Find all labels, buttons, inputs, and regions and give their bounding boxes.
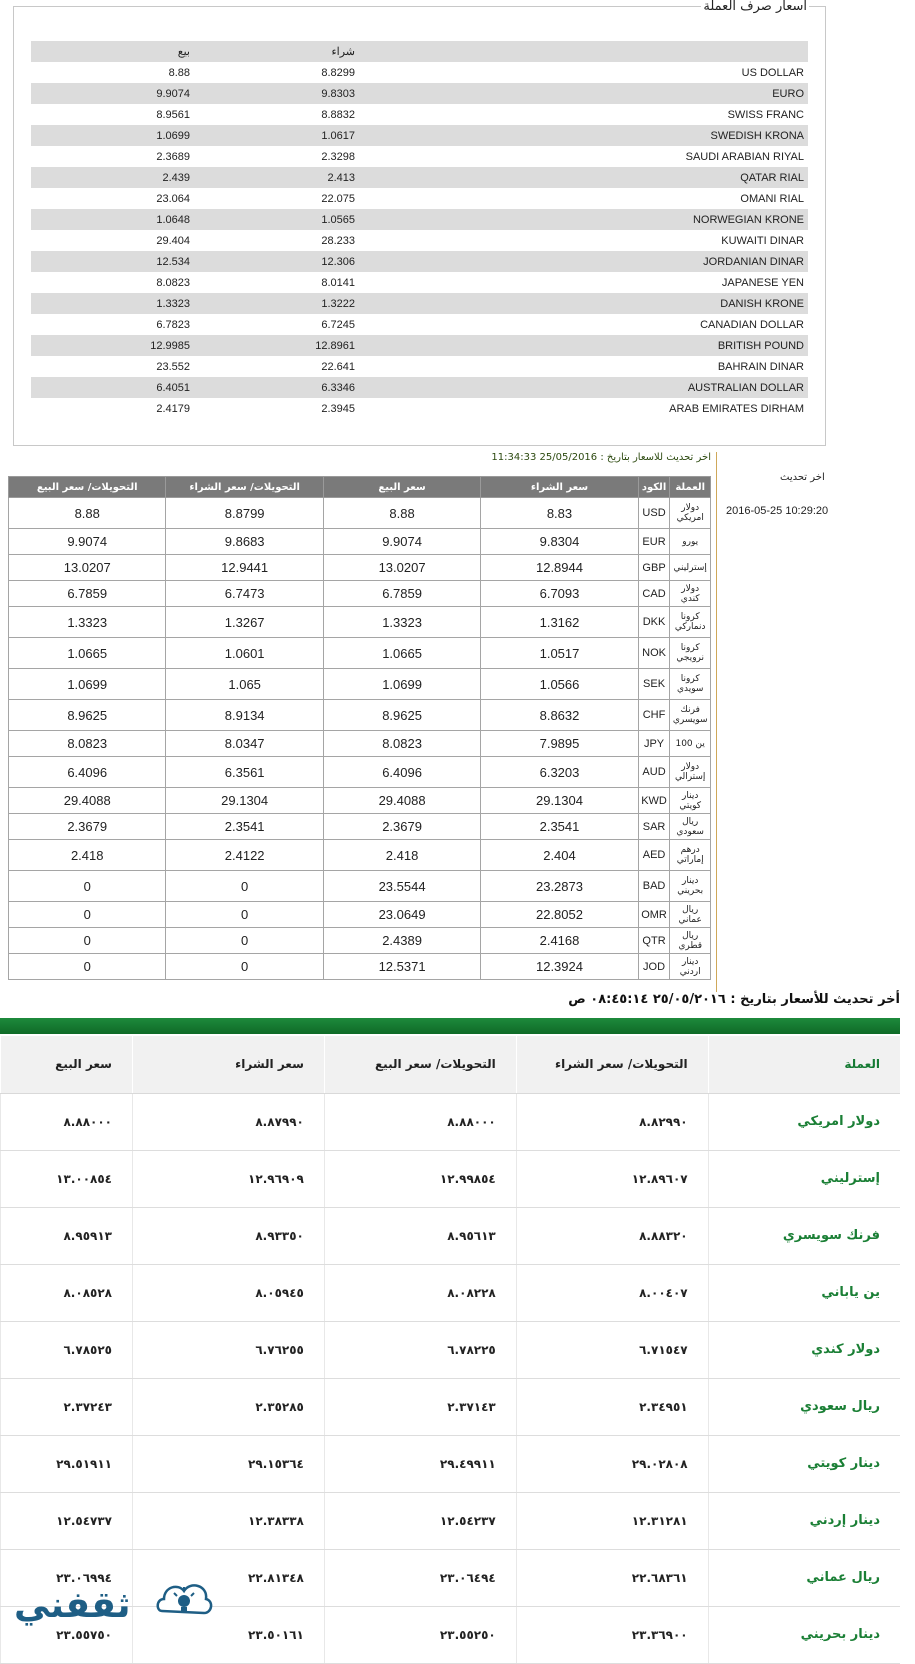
update-note-arabic: أخر تحديث للأسعار بتاريخ : ٢٥/٠٥/٢٠١٦ ٠٨:٤٥:١٤ ص [568,992,900,1007]
last-update-label: اخر تحديث [780,472,825,483]
currency-code: JOD [638,954,670,980]
sell-cell: 12.5371 [323,954,480,980]
transfer-sell-cell: 2.418 [9,840,166,871]
table-row [31,251,808,272]
table-row [31,272,808,293]
currency-name: ريال قطري [670,928,711,954]
table-row [9,498,711,529]
currency-code: EUR [638,529,670,555]
transfer-buy-cell: 8.8799 [166,498,323,529]
header-transfer-buy: التحويلات/ سعر الشراء [516,1036,708,1093]
currency-name: ريال سعودي [670,814,711,840]
buy-cell: 22.075 [194,188,359,209]
table-row [31,209,808,230]
table-row [9,871,711,902]
header-transfer-sell: التحويلات/ سعر البيع [324,1036,516,1093]
table-row [9,529,711,555]
buy-cell: 2.3945 [194,398,359,419]
sell-cell: ١٢.٥٤٧٣٧ [1,1492,133,1549]
table-row [9,928,711,954]
table-row [9,902,711,928]
currency-name: دينار إردني [708,1492,900,1549]
transfer-sell-cell: 29.4088 [9,788,166,814]
transfer-buy-cell: ٨.٨٨٣٢٠ [516,1207,708,1264]
currency-name: كرونا دنماركي [670,607,711,638]
transfer-buy-cell: 6.3561 [166,757,323,788]
buy-cell: 2.3541 [481,814,638,840]
table-row [31,167,808,188]
currency-code: KWD [638,788,670,814]
buy-cell: 8.8632 [481,700,638,731]
transfer-buy-cell: 1.0601 [166,638,323,669]
sell-cell: 12.534 [31,251,194,272]
buy-cell: 9.8304 [481,529,638,555]
sell-cell: 29.4088 [323,788,480,814]
logo-text: ثقفني [14,1585,131,1626]
transfer-sell-cell: 6.7859 [9,581,166,607]
buy-cell: ١٢.٣٨٣٣٨ [133,1492,325,1549]
currency-code: DKK [638,607,670,638]
transfer-sell-cell: 6.4096 [9,757,166,788]
currency-code: JPY [638,731,670,757]
header-transfer-buy: التحويلات/ سعر الشراء [166,477,323,498]
currency-code: AED [638,840,670,871]
sell-cell: 29.404 [31,230,194,251]
table-row [31,377,808,398]
buy-cell: 2.4168 [481,928,638,954]
currency-code: SAR [638,814,670,840]
transfer-sell-cell: ٢٣.٠٦٤٩٤ [324,1549,516,1606]
transfer-sell-cell: 1.3323 [9,607,166,638]
transfer-sell-cell: 0 [9,954,166,980]
currency-name: دينار كويتي [708,1435,900,1492]
table-row [31,125,808,146]
currency-name: ريال عماني [708,1549,900,1606]
table-row [1,1378,901,1435]
table-row [9,954,711,980]
buy-cell: ٨.٠٥٩٤٥ [133,1264,325,1321]
divider [716,452,717,992]
table-row [1,1264,901,1321]
currency-code: CHF [638,700,670,731]
currency-name: إسترليني [670,555,711,581]
currency-name: درهم إماراتي [670,840,711,871]
table-row [1,1150,901,1207]
buy-cell: 1.3162 [481,607,638,638]
rates-table-arabic [0,1036,900,1664]
buy-cell: 23.2873 [481,871,638,902]
transfer-buy-cell: 6.7473 [166,581,323,607]
transfer-buy-cell: ١٢.٣١٢٨١ [516,1492,708,1549]
sell-cell: 1.0699 [323,669,480,700]
table-row [9,669,711,700]
currency-code: NOK [638,638,670,669]
transfer-buy-cell: ٢.٣٤٩٥١ [516,1378,708,1435]
transfer-buy-cell: 0 [166,902,323,928]
currency-name: كرونا نرويجي [670,638,711,669]
transfer-sell-cell: ٨.٨٨٠٠٠ [324,1093,516,1150]
currency-code: QTR [638,928,670,954]
buy-cell: 1.0566 [481,669,638,700]
transfer-sell-cell: ١٢.٥٤٢٣٧ [324,1492,516,1549]
buy-cell: 8.83 [481,498,638,529]
rates-table-english [31,41,808,419]
currency-name: ريال سعودي [708,1378,900,1435]
bank-rates-panel [0,994,900,1655]
table-row [9,840,711,871]
currency-name: يورو [670,529,711,555]
sell-cell: 6.7823 [31,314,194,335]
buy-cell: ٢٩.١٥٣٦٤ [133,1435,325,1492]
sell-cell: 23.0649 [323,902,480,928]
currency-name: فرنك سويسري [670,700,711,731]
currency-name: SWEDISH KRONA [359,125,808,146]
table-row [9,555,711,581]
sell-cell: 1.3323 [323,607,480,638]
table-header-row [31,41,808,62]
table-row [9,814,711,840]
currency-name: ARAB EMIRATES DIRHAM [359,398,808,419]
transfer-sell-cell: 13.0207 [9,555,166,581]
header-currency: العملة [708,1036,900,1093]
sell-cell: 23.552 [31,356,194,377]
sell-cell: 2.439 [31,167,194,188]
table-row [31,104,808,125]
header-buy: سعر الشراء [133,1036,325,1093]
currency-name: دولار امريكي [670,498,711,529]
buy-cell: 1.0517 [481,638,638,669]
buy-cell: 12.8944 [481,555,638,581]
buy-cell: 8.8832 [194,104,359,125]
transfer-sell-cell: 2.3679 [9,814,166,840]
sell-cell: ٢٣.٠٦٩٩٤ [1,1549,133,1606]
currency-name: ين ياباني [708,1264,900,1321]
transfer-sell-cell: ٢٣.٥٥٢٥٠ [324,1606,516,1663]
buy-cell: 7.9895 [481,731,638,757]
sell-cell: 13.0207 [323,555,480,581]
currency-name: دولار امريكي [708,1093,900,1150]
transfer-buy-cell: ٢٣.٣٦٩٠٠ [516,1606,708,1663]
transfer-sell-cell: 8.0823 [9,731,166,757]
buy-cell: 2.3298 [194,146,359,167]
transfer-buy-cell: 9.8683 [166,529,323,555]
sell-cell: 1.0648 [31,209,194,230]
buy-cell: ٢.٣٥٢٨٥ [133,1378,325,1435]
sell-cell: 9.9074 [323,529,480,555]
table-row [31,62,808,83]
currency-name: QATAR RIAL [359,167,808,188]
buy-cell: 22.641 [194,356,359,377]
buy-cell: ١٢.٩٦٩٠٩ [133,1150,325,1207]
currency-name: BRITISH POUND [359,335,808,356]
buy-cell: 12.306 [194,251,359,272]
sell-cell: 8.9625 [323,700,480,731]
transfer-sell-cell: 0 [9,928,166,954]
buy-cell: ٢٣.٥٠١٦١ [133,1606,325,1663]
table-row [9,788,711,814]
transfer-sell-cell: 1.0699 [9,669,166,700]
transfer-sell-cell: 9.9074 [9,529,166,555]
buy-cell: 8.0141 [194,272,359,293]
buy-cell: 6.3346 [194,377,359,398]
table-row [31,314,808,335]
lightbulb-icon [154,1577,214,1633]
header-transfer-sell: التحويلات/ سعر البيع [9,477,166,498]
buy-cell: ٢٢.٨١٣٤٨ [133,1549,325,1606]
currency-name: دينار بحريني [708,1606,900,1663]
currency-name: دولار كندي [708,1321,900,1378]
sell-cell: 2.4179 [31,398,194,419]
currency-code: AUD [638,757,670,788]
transfer-buy-cell: ٢٩.٠٢٨٠٨ [516,1435,708,1492]
currency-code: GBP [638,555,670,581]
buy-cell: 28.233 [194,230,359,251]
currency-name: فرنك سويسري [708,1207,900,1264]
transfer-buy-cell: 29.1304 [166,788,323,814]
transfer-buy-cell: ٢٢.٦٨٣٦١ [516,1549,708,1606]
buy-cell: 1.0565 [194,209,359,230]
sell-cell: ٨.٨٨٠٠٠ [1,1093,133,1150]
table-row [9,700,711,731]
table-row [1,1492,901,1549]
table-row [31,398,808,419]
header-code: الكود [638,477,670,498]
transfer-buy-cell: 0 [166,871,323,902]
table-row [1,1093,901,1150]
sell-cell: 8.88 [323,498,480,529]
currency-name: ريال عماني [670,902,711,928]
buy-cell: 2.404 [481,840,638,871]
transfer-buy-cell: 0 [166,954,323,980]
currency-name: SWISS FRANC [359,104,808,125]
sell-cell: 8.9561 [31,104,194,125]
header-currency [359,41,808,62]
sell-cell: 2.418 [323,840,480,871]
table-row [9,757,711,788]
transfer-sell-cell: ٢.٣٧١٤٣ [324,1378,516,1435]
sell-cell: ٢٣.٥٥٧٥٠ [1,1606,133,1663]
currency-name: NORWEGIAN KRONE [359,209,808,230]
currency-name: AUSTRALIAN DOLLAR [359,377,808,398]
green-header-bar [0,1018,900,1034]
table-row [9,731,711,757]
transfer-buy-cell: ٦.٧١٥٤٧ [516,1321,708,1378]
sell-cell: 6.4096 [323,757,480,788]
sell-cell: 8.88 [31,62,194,83]
table-row [31,230,808,251]
currency-name: دينار اردني [670,954,711,980]
header-sell: سعر البيع [323,477,480,498]
currency-name: BAHRAIN DINAR [359,356,808,377]
header-buy: شراء [194,41,359,62]
header-sell: سعر البيع [1,1036,133,1093]
sell-cell: ٨.٩٥٩١٣ [1,1207,133,1264]
table-row [31,356,808,377]
currency-name: JAPANESE YEN [359,272,808,293]
sell-cell: ١٣.٠٠٨٥٤ [1,1150,133,1207]
table-row [1,1321,901,1378]
sell-cell: 9.9074 [31,83,194,104]
transfer-buy-cell: 12.9441 [166,555,323,581]
table-row [31,188,808,209]
buy-cell: 12.3924 [481,954,638,980]
table-row [9,607,711,638]
buy-cell: 8.8299 [194,62,359,83]
currency-name: إسترليني [708,1150,900,1207]
transfer-sell-cell: 0 [9,902,166,928]
transfer-buy-cell: 0 [166,928,323,954]
transfer-sell-cell: ٨.٩٥٦١٣ [324,1207,516,1264]
sell-cell: 2.3679 [323,814,480,840]
buy-cell: 9.8303 [194,83,359,104]
transfer-buy-cell: ٨.٨٢٩٩٠ [516,1093,708,1150]
transfer-sell-cell: ٢٩.٤٩٩١١ [324,1435,516,1492]
transfer-buy-cell: ٨.٠٠٤٠٧ [516,1264,708,1321]
table-row [31,83,808,104]
rates-table-codes [8,476,711,980]
buy-cell: ٨.٨٧٩٩٠ [133,1093,325,1150]
buy-cell: 1.3222 [194,293,359,314]
transfer-buy-cell: 1.065 [166,669,323,700]
currency-name: كرونا سويدي [670,669,711,700]
transfer-sell-cell: 8.88 [9,498,166,529]
sell-cell: 8.0823 [31,272,194,293]
sell-cell: 1.0699 [31,125,194,146]
transfer-buy-cell: 2.3541 [166,814,323,840]
site-logo[interactable] [14,1577,214,1647]
table-row [31,335,808,356]
sell-cell: 23.064 [31,188,194,209]
buy-cell: ٦.٧٦٢٥٥ [133,1321,325,1378]
buy-cell: 1.0617 [194,125,359,146]
table-row [1,1207,901,1264]
table-row [1,1435,901,1492]
table-row [31,293,808,314]
buy-cell: 6.7093 [481,581,638,607]
buy-cell: 29.1304 [481,788,638,814]
update-note: اخر تحديث للاسعار بتاريخ : 25/05/2016 11:34:33 [491,452,711,463]
last-update-value: 2016-05-25 10:29:20 [726,505,829,517]
transfer-sell-cell: 8.9625 [9,700,166,731]
header-currency: العملة [670,477,711,498]
sell-cell: 12.9985 [31,335,194,356]
currency-name: دينار كويتي [670,788,711,814]
transfer-buy-cell: 2.4122 [166,840,323,871]
transfer-sell-cell: ٦.٧٨٢٢٥ [324,1321,516,1378]
table-row [31,146,808,167]
currency-name: OMANI RIAL [359,188,808,209]
sell-cell: 6.7859 [323,581,480,607]
buy-cell: 12.8961 [194,335,359,356]
sell-cell: 2.4389 [323,928,480,954]
transfer-sell-cell: ٨.٠٨٢٢٨ [324,1264,516,1321]
sell-cell: 2.3689 [31,146,194,167]
transfer-buy-cell: ١٢.٨٩٦٠٧ [516,1150,708,1207]
transfer-sell-cell: 1.0665 [9,638,166,669]
currency-name: ين 100 [670,731,711,757]
currency-code: CAD [638,581,670,607]
table-header-row [9,477,711,498]
transfer-buy-cell: 8.0347 [166,731,323,757]
panel-title: اسعار صرف العملة [703,0,807,14]
transfer-buy-cell: 1.3267 [166,607,323,638]
currency-code: USD [638,498,670,529]
currency-code: OMR [638,902,670,928]
sell-cell: 1.3323 [31,293,194,314]
table-row [9,638,711,669]
currency-name: CANADIAN DOLLAR [359,314,808,335]
currency-name: EURO [359,83,808,104]
buy-cell: 2.413 [194,167,359,188]
sell-cell: 6.4051 [31,377,194,398]
currency-name: دولار كندي [670,581,711,607]
currency-name: دينار بحريني [670,871,711,902]
currency-name: KUWAITI DINAR [359,230,808,251]
sell-cell: 23.5544 [323,871,480,902]
currency-code: BAD [638,871,670,902]
currency-name: دولار إسترالي [670,757,711,788]
currency-name: US DOLLAR [359,62,808,83]
currency-name: DANISH KRONE [359,293,808,314]
exchange-rates-panel [13,0,826,446]
currency-name: JORDANIAN DINAR [359,251,808,272]
currency-code: SEK [638,669,670,700]
buy-cell: 6.3203 [481,757,638,788]
table-header-row [1,1036,901,1093]
sell-cell: 1.0665 [323,638,480,669]
sell-cell: ٨.٠٨٥٢٨ [1,1264,133,1321]
transfer-sell-cell: ١٢.٩٩٨٥٤ [324,1150,516,1207]
header-sell: بيع [31,41,194,62]
buy-cell: ٨.٩٣٣٥٠ [133,1207,325,1264]
transfer-sell-cell: 0 [9,871,166,902]
sell-cell: ٦.٧٨٥٢٥ [1,1321,133,1378]
sell-cell: ٢.٣٧٢٤٣ [1,1378,133,1435]
currency-name: SAUDI ARABIAN RIYAL [359,146,808,167]
buy-cell: 6.7245 [194,314,359,335]
transfer-buy-cell: 8.9134 [166,700,323,731]
buy-cell: 22.8052 [481,902,638,928]
sell-cell: 8.0823 [323,731,480,757]
header-buy: سعر الشراء [481,477,638,498]
sell-cell: ٢٩.٥١٩١١ [1,1435,133,1492]
table-row [9,581,711,607]
